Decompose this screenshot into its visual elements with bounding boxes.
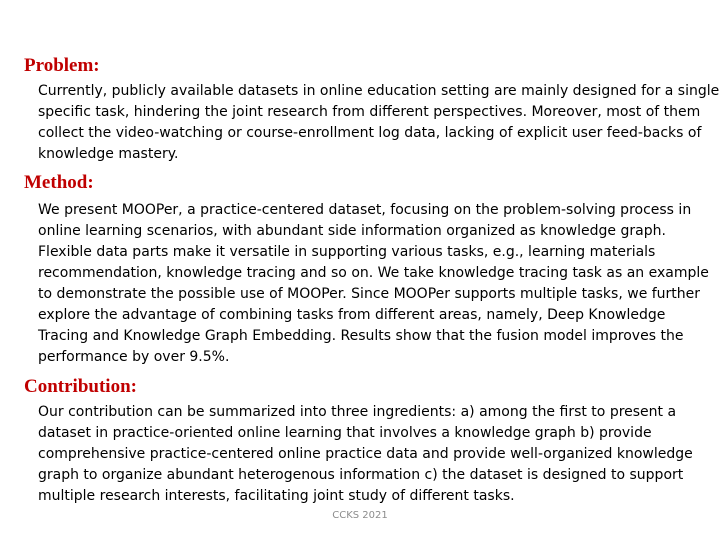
contribution-line: multiple research interests, facilitating joint study of different tasks.	[38, 488, 515, 504]
method-line: Flexible data parts make it versatile in supporting various tasks, e.g., learning materials	[38, 244, 656, 260]
method-line: explore the advantage of combining tasks from different areas, namely, Deep Knowledge	[38, 307, 666, 323]
method-heading: Method:	[24, 172, 94, 193]
problem-line: collect the video-watching or course-enrollment log data, lacking of explicit user feed-backs of	[38, 125, 702, 141]
method-line: We present MOOPer, a practice-centered dataset, focusing on the problem-solving process in	[38, 202, 692, 218]
footer-label: CCKS 2021	[332, 510, 388, 521]
contribution-line: comprehensive practice-centered online practice data and provide well-organized knowledge	[38, 446, 693, 462]
problem-line: specific task, hindering the joint research from different perspectives. Moreover, most of them	[38, 104, 701, 120]
method-line: online learning scenarios, with abundant side information organized as knowledge graph.	[38, 223, 666, 239]
contribution-line: dataset in practice-oriented online learning that involves a knowledge graph b) provide	[38, 425, 652, 441]
contribution-line: Our contribution can be summarized into three ingredients: a) among the first to present a	[38, 404, 677, 420]
method-line: Tracing and Knowledge Graph Embedding. Results show that the fusion model improves the	[38, 328, 684, 344]
problem-line: knowledge mastery.	[38, 146, 179, 162]
method-line: to demonstrate the possible use of MOOPer. Since MOOPer supports multiple tasks, we further	[38, 286, 701, 302]
problem-heading: Problem:	[24, 55, 100, 76]
problem-line: Currently, publicly available datasets in online education setting are mainly designed for a single	[38, 83, 720, 99]
problem-body	[38, 81, 719, 165]
contribution-body	[38, 402, 693, 507]
method-body	[38, 200, 709, 368]
contribution-line: graph to organize abundant heterogenous information c) the dataset is designed to support	[38, 467, 684, 483]
contribution-heading: Contribution:	[24, 376, 137, 397]
method-line: performance by over 9.5%.	[38, 349, 230, 365]
method-line: recommendation, knowledge tracing and so on. We take knowledge tracing task as an example	[38, 265, 709, 281]
